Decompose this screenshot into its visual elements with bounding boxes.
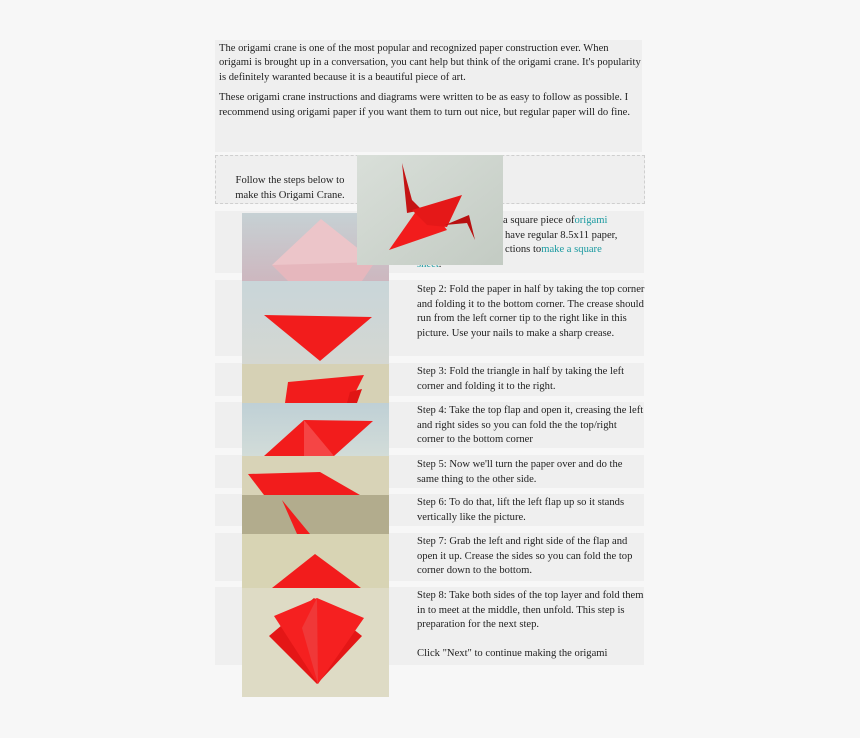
follow-steps-text: Follow the steps below to make this Origami Crane.: [235, 175, 345, 201]
intro-paragraph-1: The origami crane is one of the most popular and recognized paper construction ever. When origami is brought up in a conversation, you cant help but think of the origami crane. It's popularity is definitely waranted because it is a beautiful piece of art.: [219, 43, 641, 83]
origami-paper-link[interactable]: origami: [574, 215, 608, 226]
make-square-link[interactable]: make a square: [541, 244, 602, 255]
intro-block: [215, 40, 642, 152]
step-6-text: Step 6: To do that, lift the left flap up so it stands vertically like the picture.: [417, 497, 625, 523]
step-4-open-flap-icon: [242, 403, 389, 456]
step-6-lift-flap-icon: [242, 495, 389, 534]
step-4-text: Step 4: Take the top flap and open it, creasing the left and right sides so you can fold the the top/right corner to the bottom corner: [417, 405, 644, 445]
step-3-text: Step 3: Fold the triangle in half by taking the left corner and folding it to the right.: [417, 366, 625, 392]
step-1-text: a square piece oforigami have regular 8.5x11 paper, ctions tomake a square: [417, 214, 645, 272]
step-5-turn-over-icon: [242, 456, 389, 495]
step-7-text: Step 7: Grab the left and right side of the flap and open it up. Crease the sides so you can fold the top corner down to the bottom.: [417, 536, 633, 576]
step-3-small-triangle-icon: [242, 364, 389, 403]
step-8-kite-fold-icon: [242, 588, 389, 697]
intro-paragraph-2: These origami crane instructions and diagrams were written to be as easy to follow as possible. I recommend using origami paper if you want them to turn out nice, but regular paper will do fine.: [219, 92, 630, 118]
step-7-open-flap-icon: [242, 534, 389, 588]
step-5-text: Step 5: Now we'll turn the paper over and do the same thing to the other side.: [417, 459, 623, 485]
origami-crane-photo-icon: [357, 155, 503, 265]
step-2-triangle-icon: [242, 281, 389, 364]
step-8-text: Step 8: Take both sides of the top layer and fold them in to meet at the middle, then unfold. This step is preparation for the next step. Click "Next" to continue making the origami: [417, 589, 645, 661]
step-2-text: Step 2: Fold the paper in half by taking the top corner and folding it to the bottom corner. The crease should run from the left corner tip to the right like in this picture. Use your nails to make a sharp crease.: [417, 284, 645, 339]
next-instruction: Click "Next" to continue making the origami: [417, 647, 608, 659]
